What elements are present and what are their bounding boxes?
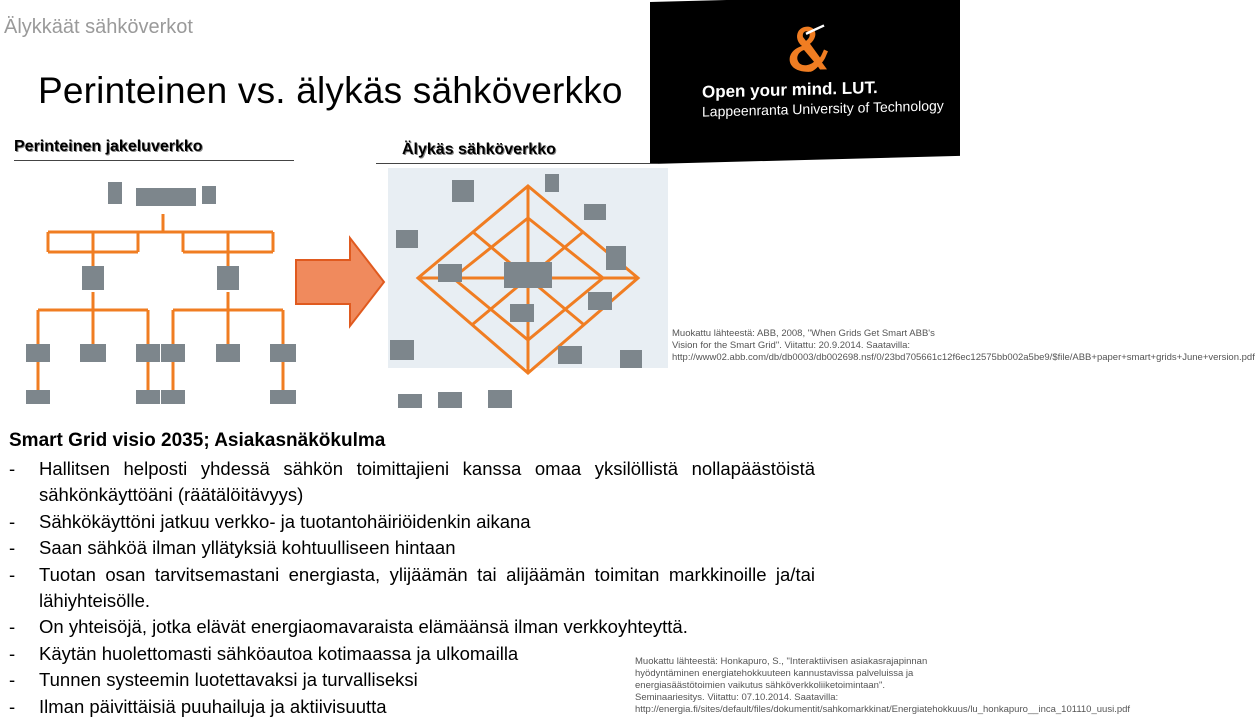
diagram-source-citation: Muokattu lähteestä: ABB, 2008, "When Grids Get Smart ABB's Vision for the Smart Grid". Viitattu: 20.9.2014. Saatavilla: http://www02.abb.com/db/db0003/db002698.nsf/0/23bd705661c12f6ec12575bb002a5be9/$file/ABB+paper+smart+grids+June+version.pdf xyxy=(672,328,1255,363)
building-icon xyxy=(161,344,185,362)
list-item: - Saan sähköä ilman yllätyksiä kohtuulliseen hintaan xyxy=(9,537,456,559)
transition-arrow xyxy=(296,238,384,326)
factory-icon xyxy=(396,230,418,248)
power-plant-icon xyxy=(136,188,196,206)
list-item: - Sähkökäyttöni jatkuu verkko- ja tuotantohäiriöidenkin aikana xyxy=(9,510,531,532)
slide-title: Perinteinen vs. älykäs sähköverkko xyxy=(38,70,623,111)
building-icon xyxy=(488,390,512,408)
substation-icon xyxy=(217,266,239,290)
lut-university-name: Lappeenranta University of Technology xyxy=(702,97,944,120)
building-icon xyxy=(26,344,50,362)
list-item: - Käytän huolettomasti sähköautoa kotimaassa ja ulkomailla xyxy=(9,642,519,664)
house-icon xyxy=(438,392,462,408)
solar-panel-icon xyxy=(510,304,534,322)
house-icon xyxy=(270,390,296,404)
list-item: - Hallitsen helposti yhdessä sähkön toimittajieni kanssa omaa yksilöllistä nollapäästöistä sähkönkäyttöäni (räätälöitävyys) xyxy=(9,458,815,506)
list-item: - Ilman päivittäisiä puuhailuja ja aktiivisuutta xyxy=(9,695,387,717)
lut-logo-banner xyxy=(650,0,960,164)
house-icon xyxy=(438,264,462,282)
house-icon xyxy=(161,390,185,404)
presentation-title: Älykkäät sähköverkot xyxy=(4,16,193,38)
vision-source-citation: Muokattu lähteestä: Honkapuro, S., "Interaktiivisen asiakasrajapinnan hyödyntäminen energiatehokkuuteen kannustavissa palveluissa ja energiasäästötoimien vaikutus sähköverkkoliiketoimintaan". Seminaariesitys. Viitattu: 07.10.2014. Saatavilla: http://energia.fi/sites/default/files/dokumentit/sahkomarkkinat/Energiatehokkuus/lu_honkapuro__inca_101110_uusi.pdf xyxy=(635,656,1131,715)
traditional-grid-heading: Perinteinen jakeluverkko xyxy=(14,138,294,161)
wind-turbine-icon xyxy=(202,186,216,204)
building-icon xyxy=(270,344,296,362)
lut-ampersand-logo xyxy=(784,23,828,74)
lut-slogan: Open your mind. LUT. xyxy=(702,78,878,102)
building-icon xyxy=(452,180,474,202)
house-icon xyxy=(584,204,606,220)
house-icon xyxy=(26,390,50,404)
smart-grid-heading: Älykäs sähköverkko xyxy=(376,141,658,164)
building-icon xyxy=(216,344,240,362)
section-title: Smart Grid visio 2035; Asiakasnäkökulma xyxy=(9,430,386,451)
building-icon xyxy=(136,344,160,362)
house-icon xyxy=(620,350,642,368)
traditional-grid-tree xyxy=(38,214,283,390)
traditional-grid-nodes xyxy=(26,182,296,404)
list-item: - Tuotan osan tarvitsemastani energiasta, ylijäämän tai alijäämän toimitan markkinoille ja/tai lähiyhteisölle. xyxy=(9,563,815,612)
house-icon xyxy=(136,390,160,404)
house-icon xyxy=(398,394,422,408)
power-plant-icon xyxy=(504,262,552,288)
wind-turbine-icon xyxy=(545,174,559,192)
power-plant-icon xyxy=(108,182,122,204)
car-icon xyxy=(588,292,612,310)
building-icon xyxy=(80,344,106,362)
list-item: - On yhteisöjä, jotka elävät energiaomavaraista elämäänsä ilman verkkoyhteyttä. xyxy=(9,616,688,638)
factory-icon xyxy=(390,340,414,360)
wind-turbine-icon xyxy=(558,346,582,364)
list-item: - Tunnen systeemin luotettavaksi ja turvalliseksi xyxy=(9,669,418,691)
grid-comparison-diagram xyxy=(18,168,668,430)
substation-icon xyxy=(82,266,104,290)
battery-icon xyxy=(606,246,626,270)
